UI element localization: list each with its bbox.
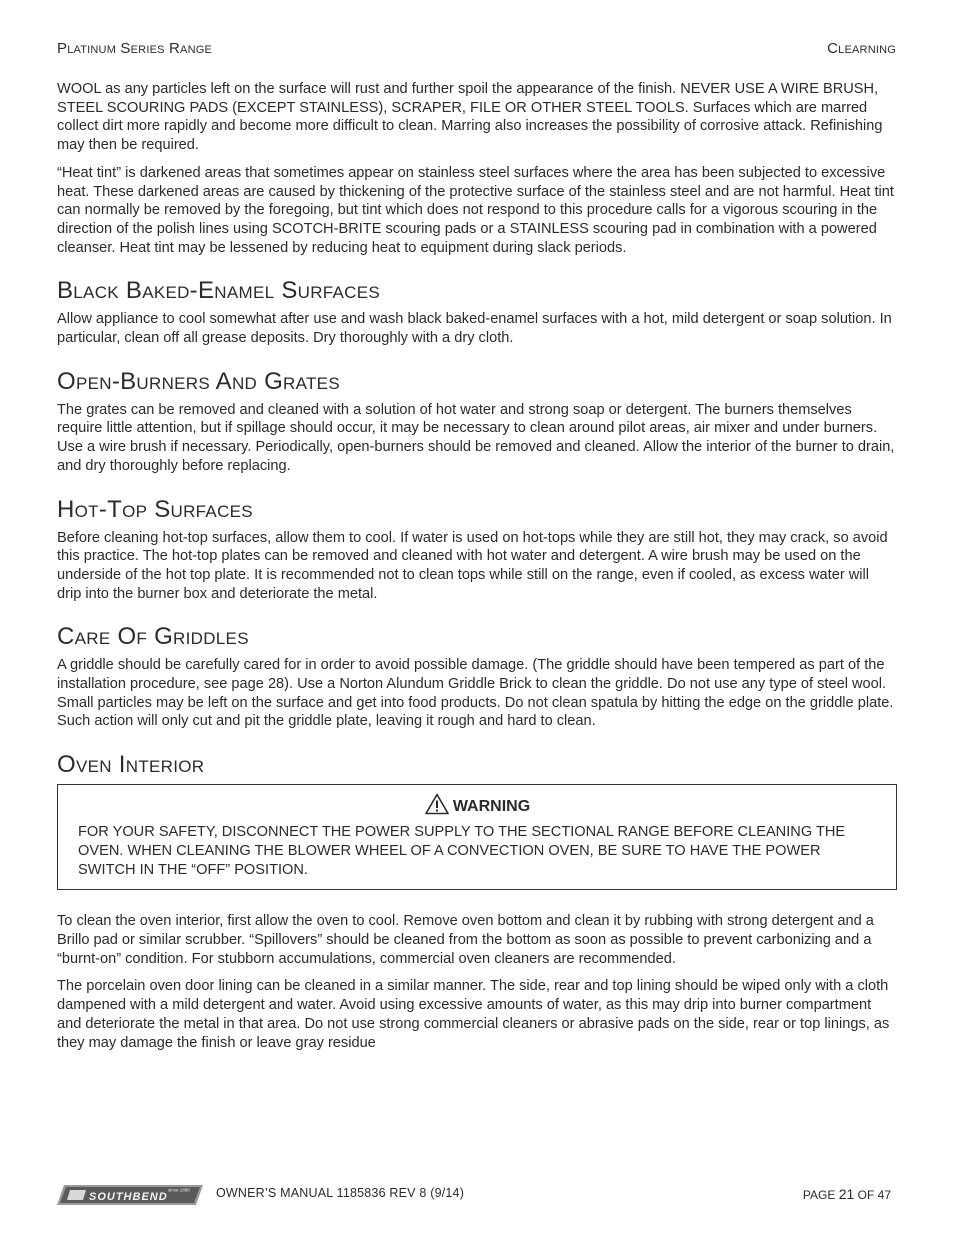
warning-label: WARNING (452, 798, 531, 816)
running-header-section: Clearning (827, 40, 896, 57)
footer-page-total: OF 47 (857, 1188, 891, 1202)
section-heading-open-burners: Open-Burners And Grates (57, 367, 340, 395)
page-body (57, 80, 897, 1061)
section-text-oven-interior: To clean the oven interior, first allow the oven to cool. Remove oven bottom and clean it by rubbing with strong detergent and a Brillo pad or similar scrubber. “Spillovers” should be cleaned from the bottom as soon as possible to prevent carbonizing and a “burnt-on” condition. For stubborn accumulations, commercial oven cleaners are recommended. (57, 913, 874, 967)
footer-manual-info: OWNER’S MANUAL 1185836 REV 8 (9/14) (216, 1186, 465, 1200)
warning-title (78, 793, 877, 817)
section-heading-oven-interior: Oven Interior (57, 751, 205, 779)
footer-page-number (803, 1186, 891, 1202)
section-text-oven-interior: The porcelain oven door lining can be cleaned in a similar manner. The side, rear and top lining should be wiped only with a cloth dampened with a mild detergent and water. Avoid using excessive amounts of water, as this may drip into burner compartment and deteriorate the metal in that area. Do not use strong commercial cleaners or abrasive pads on the side, rear or top linings, as they may damage the finish or leave gray residue (57, 978, 890, 1051)
footer-page-current: 21 (838, 1186, 855, 1202)
southbend-logo (56, 1184, 204, 1206)
section-text-black-enamel: Allow appliance to cool somewhat after use and wash black baked-enamel surfaces with a hot, mild detergent or soap solution. In particular, clean off all grease deposits. Dry thoroughly with a dry cloth. (57, 311, 892, 347)
section-heading-hot-top: Hot-Top Surfaces (57, 495, 253, 523)
warning-box (57, 784, 897, 890)
footer-page-label: PAGE (802, 1188, 836, 1202)
section-heading-black-enamel: Black Baked-Enamel Surfaces (57, 277, 381, 305)
warning-triangle-icon (425, 793, 449, 815)
logo-brand-text: SOUTHBEND (89, 1191, 168, 1203)
intro-paragraph: WOOL as any particles left on the surface will rust and further spoil the appearance of the finish. NEVER USE A WIRE BRUSH, STEEL SCOURING PADS (EXCEPT STAINLESS), SCRAPER, FILE OR OTHER STEEL TOOLS. Surfaces which are marred collect dirt more rapidly and become more difficult to clean. Marring also increases the possibility of corrosive attack. Refinishing may then be required. (57, 81, 883, 154)
logo-since-text: since 1898 (168, 1187, 190, 1193)
running-header-title: Platinum Series Range (57, 40, 213, 57)
section-text-griddles: A griddle should be carefully cared for in order to avoid possible damage. (The griddle should have been tempered as part of the installation procedure, see page 28). Use a Norton Alundum Griddle Brick to clean the griddle. Do not use any type of steel wool. Small particles may be left on the surface and get into food products. Do not clean spatula by hitting the edge on the griddle plate. Such action will only cut and pit the griddle plate, leaving it rough and hard to clean. (57, 657, 894, 730)
section-text-hot-top: Before cleaning hot-top surfaces, allow them to cool. If water is used on hot-tops while they are still hot, they may crack, so avoid this practice. The hot-top plates can be removed and cleaned with hot water and detergent. A wire brush may be used on the underside of the hot top plate. It is recommended not to clean tops while still on the range, even if cooled, as excess water will drip into the burner box and deteriorate the metal. (57, 529, 888, 602)
section-heading-griddles: Care Of Griddles (57, 623, 249, 651)
intro-paragraph: “Heat tint” is darkened areas that sometimes appear on stainless steel surfaces where the area has been subjected to excessive heat. These darkened areas are caused by thickening of the protective surface of the stainless steel and are not harmful. Heat tint can normally be removed by the foregoing, but tint which does not respond to this procedure calls for a vigorous scouring in the direction of the polish lines using SCOTCH-BRITE scouring pads or a STAINLESS scouring pad in combination with a powered cleanser. Heat tint may be lessened by reducing heat to equipment during slack periods. (57, 164, 894, 256)
section-text-open-burners: The grates can be removed and cleaned with a solution of hot water and strong soap or detergent. The burners themselves require little attention, but if spillage should occur, it may be necessary to clean around pilot areas, air mixer and under burners. Use a wire brush if necessary. Periodically, open-burners should be removed and cleaned. Allow the interior of the burner to drain, and dry thoroughly before replacing. (57, 401, 895, 474)
warning-text: FOR YOUR SAFETY, DISCONNECT THE POWER SUPPLY TO THE SECTIONAL RANGE BEFORE CLEANING THE OVEN. WHEN CLEANING THE BLOWER WHEEL OF A CONVECTION OVEN, BE SURE TO HAVE THE POWER SWITCH IN THE “OFF” POSITION. (78, 824, 846, 878)
